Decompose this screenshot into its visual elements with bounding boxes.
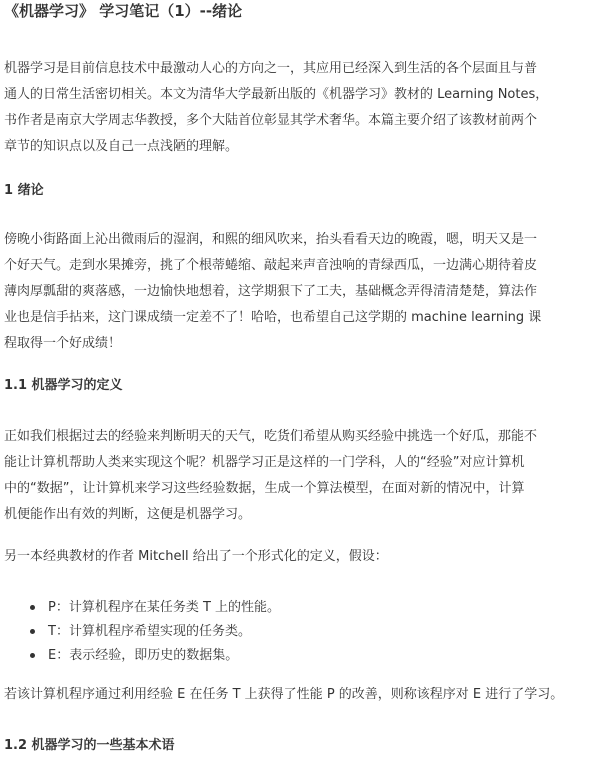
conclusion-line: 若该计算机程序通过利用经验 E 在任务 T 上获得了性能 P 的改善，则称该程序对 E 进行了学习。 xyxy=(4,687,564,702)
section1-line: 薄肉厚瓢甜的爽落感，一边愉快地想着，这学期狠下了工夫，基础概念弄得清清楚楚，算法作 xyxy=(4,284,538,299)
section11-line: 能让计算机帮助人类来实现这个呢？机器学习正是这样的一门学科，人的“经验”对应计算机 xyxy=(4,455,525,470)
section1-line: 个好天气。走到水果摊旁，挑了个根蒂蜷缩、敲起来声音浊响的青绿西瓜，一边满心期待着皮 xyxy=(4,258,538,273)
list-item-text: P：计算机程序在某任务类 T 上的性能。 xyxy=(48,600,281,615)
section11-paragraph xyxy=(4,424,590,528)
section11-line: 中的“数据”，让计算机来学习这些经验数据，生成一个算法模型，在面对新的情况中，计算 xyxy=(4,481,525,496)
intro-line: 章节的知识点以及自己一点浅陋的理解。 xyxy=(4,139,239,154)
bullet-icon xyxy=(30,629,35,634)
section-heading-1-2: 1.2 机器学习的一些基本术语 xyxy=(4,738,175,753)
list-item-text: T：计算机程序希望实现的任务类。 xyxy=(48,624,251,639)
intro-line: 通人的日常生活密切相关。本文为清华大学最新出版的《机器学习》教材的 Learning Notes， xyxy=(4,87,549,102)
definition-list xyxy=(30,596,280,668)
section1-line: 傍晚小街路面上沁出微雨后的湿润，和熙的细风吹来，抬头看看天边的晚霞，嗯，明天又是一 xyxy=(4,232,538,247)
bullet-icon xyxy=(30,605,35,610)
mitchell-line: 另一本经典教材的作者 Mitchell 给出了一个形式化的定义，假设： xyxy=(4,549,388,564)
article-title: 《机器学习》 学习笔记（1）--绪论 xyxy=(4,2,243,20)
section1-line: 业也是信手拈来，这门课成绩一定差不了！哈哈，也希望自己这学期的 machine learning 课 xyxy=(4,310,542,325)
section1-line: 程取得一个好成绩！ xyxy=(4,336,122,351)
list-item xyxy=(30,596,280,620)
section1-paragraph xyxy=(4,227,590,357)
intro-paragraph xyxy=(4,56,590,160)
section11-line: 正如我们根据过去的经验来判断明天的天气，吃货们希望从购买经验中挑选一个好瓜，那能不 xyxy=(4,429,538,444)
intro-line: 机器学习是目前信息技术中最激动人心的方向之一，其应用已经深入到生活的各个层面且与普 xyxy=(4,61,538,76)
section-heading-1-1: 1.1 机器学习的定义 xyxy=(4,378,123,393)
mitchell-paragraph xyxy=(4,544,590,570)
list-item xyxy=(30,620,280,644)
conclusion-paragraph xyxy=(4,682,590,708)
section11-line: 机便能作出有效的判断，这便是机器学习。 xyxy=(4,507,252,522)
section-heading-1: 1 绪论 xyxy=(4,183,44,198)
list-item xyxy=(30,644,280,668)
intro-line: 书作者是南京大学周志华教授，多个大陆首位彰显其学术奢华。本篇主要介绍了该教材前两个 xyxy=(4,113,538,128)
list-item-text: E：表示经验，即历史的数据集。 xyxy=(48,648,239,663)
bullet-icon xyxy=(30,653,35,658)
